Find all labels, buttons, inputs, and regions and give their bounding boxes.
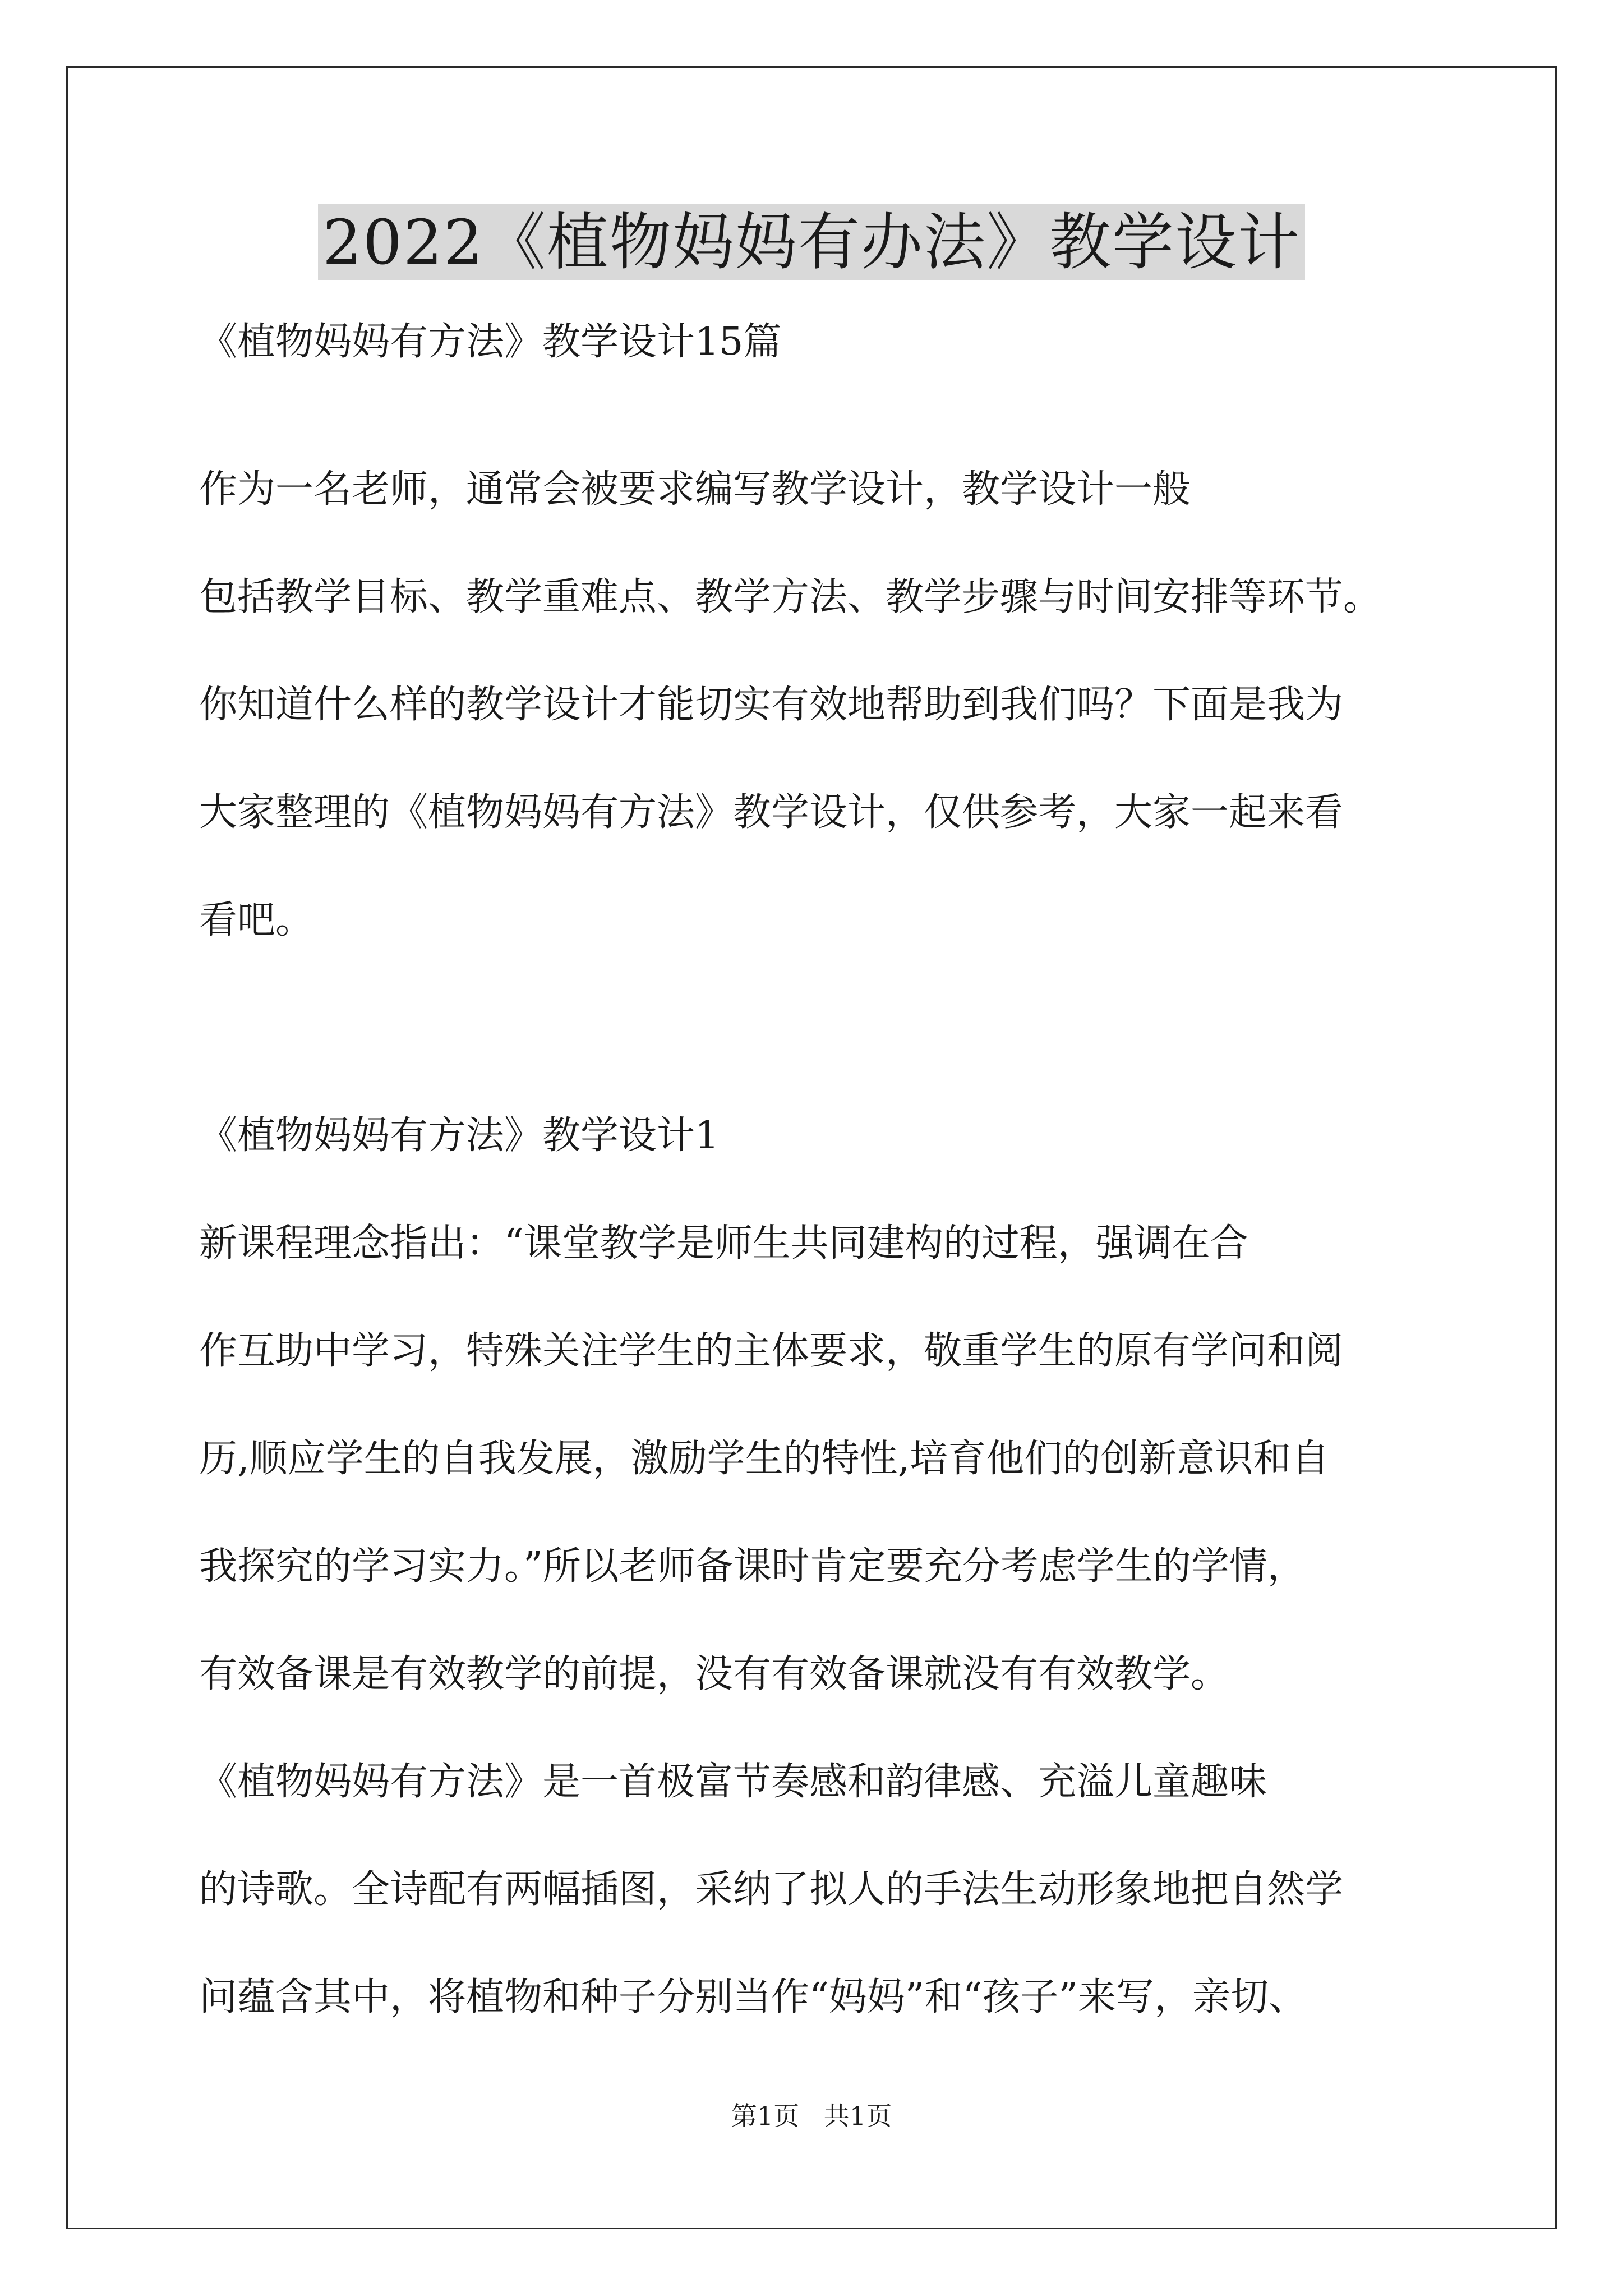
body-line-7: 的诗歌。全诗配有两幅插图，采纳了拟人的手法生动形象地把自然学 <box>199 1867 1344 1912</box>
document-title-text: 2022《植物妈妈有办法》教学设计 <box>318 204 1305 280</box>
section-heading: 《植物妈妈有方法》教学设计1 <box>199 1114 720 1158</box>
intro-line-1: 作为一名老师，通常会被要求编写教学设计，教学设计一般 <box>199 467 1191 512</box>
document-title <box>0 203 1623 282</box>
body-line-5: 有效备课是有效教学的前提，没有有效备课就没有有效教学。 <box>199 1652 1229 1696</box>
intro-line-5: 看吧。 <box>199 898 314 942</box>
page-footer: 第1页 共1页 <box>731 2101 892 2131</box>
intro-line-2: 包括教学目标、教学重难点、教学方法、教学步骤与时间安排等环节。 <box>199 575 1382 619</box>
body-line-2: 作互助中学习，特殊关注学生的主体要求，敬重学生的原有学问和阅 <box>199 1329 1344 1373</box>
body-line-3: 历,顺应学生的自我发展，激励学生的特性,培育他们的创新意识和自 <box>199 1437 1330 1481</box>
body-line-6: 《植物妈妈有方法》是一首极富节奏感和韵律感、充溢儿童趣味 <box>199 1760 1267 1804</box>
body-line-4: 我探究的学习实力。”所以老师备课时肯定要充分考虑学生的学情， <box>199 1544 1306 1589</box>
body-line-8: 问蕴含其中，将植物和种子分别当作“妈妈”和“孩子”来写，亲切、 <box>199 1975 1307 2019</box>
intro-line-4: 大家整理的《植物妈妈有方法》教学设计，仅供参考，大家一起来看 <box>199 790 1344 835</box>
body-line-1: 新课程理念指出：“课堂教学是师生共同建构的过程，强调在合 <box>199 1221 1248 1266</box>
subtitle-line: 《植物妈妈有方法》教学设计15篇 <box>199 320 782 364</box>
intro-line-3: 你知道什么样的教学设计才能切实有效地帮助到我们吗？下面是我为 <box>199 683 1344 727</box>
